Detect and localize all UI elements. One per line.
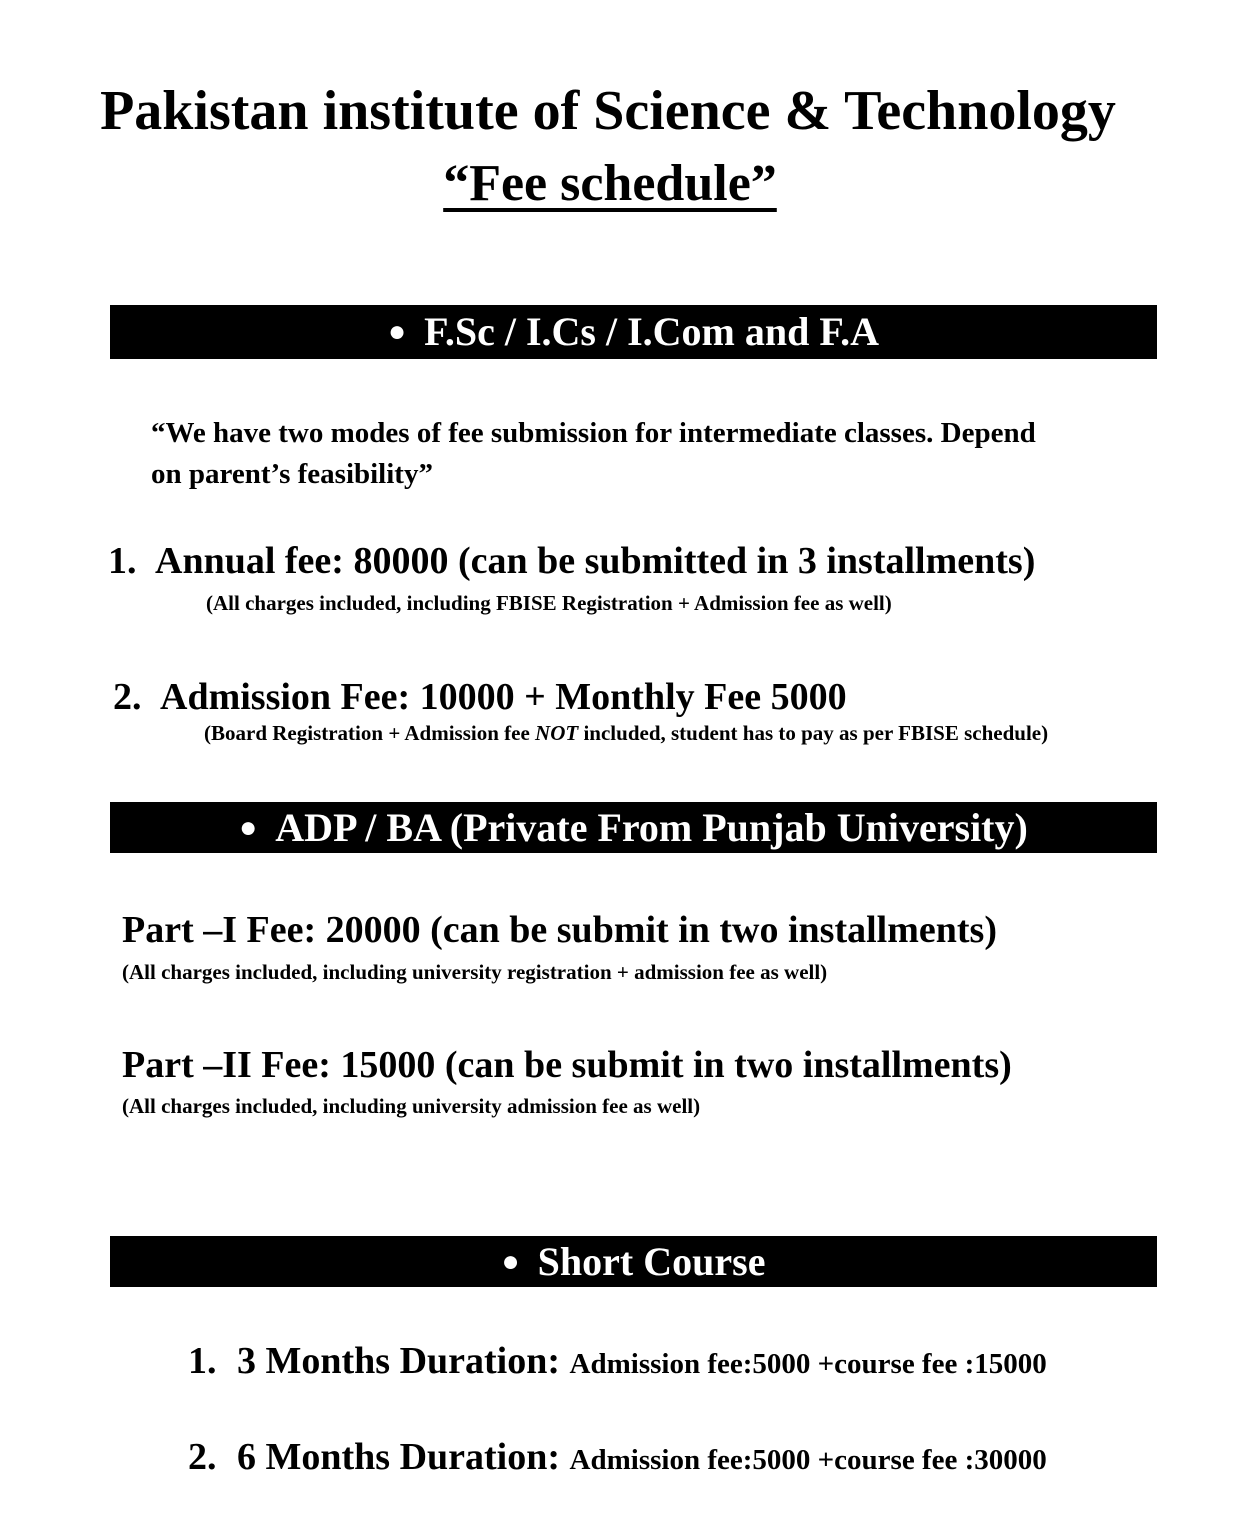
list-number: 1. — [188, 1340, 217, 1382]
fee-option-2-note — [204, 720, 1048, 746]
list-number: 1. — [108, 540, 137, 582]
course-fees: Admission fee:5000 +course fee :30000 — [569, 1444, 1047, 1476]
bullet-icon: ● — [239, 811, 258, 844]
part-2-note: (All charges included, including university admission fee as well) — [122, 1094, 701, 1118]
part-1-fee: Part –I Fee: 20000 (can be submit in two installments) — [122, 909, 997, 951]
short-course-3-months — [188, 1339, 1047, 1386]
fee-option-text: Admission Fee: 10000 + Monthly Fee 5000 — [160, 676, 847, 718]
section-heading-adp-ba — [110, 802, 1157, 853]
note-text: included, student has to pay as per FBISE schedule) — [578, 721, 1049, 745]
note-emphasis: NOT — [535, 721, 579, 745]
page-title: Pakistan institute of Science & Technology — [100, 80, 1116, 142]
part-2-fee: Part –II Fee: 15000 (can be submit in two installments) — [122, 1044, 1012, 1086]
fee-option-1 — [108, 539, 1035, 583]
list-number: 2. — [113, 676, 142, 718]
fee-option-2 — [113, 675, 847, 719]
section-heading-short-course — [110, 1236, 1157, 1287]
course-fees: Admission fee:5000 +course fee :15000 — [569, 1348, 1047, 1380]
section-heading-intermediate — [110, 305, 1157, 359]
duration-label: 3 Months Duration: — [237, 1340, 561, 1382]
section-heading-text: F.Sc / I.Cs / I.Com and F.A — [424, 309, 880, 354]
note-text: (Board Registration + Admission fee — [204, 721, 536, 745]
part-1-note: (All charges included, including university registration + admission fee as well) — [122, 960, 828, 984]
section-heading-text: Short Course — [537, 1239, 766, 1284]
fee-option-text: Annual fee: 80000 (can be submitted in 3 installments) — [155, 540, 1036, 582]
list-number: 2. — [188, 1436, 217, 1478]
fee-option-1-note: (All charges included, including FBISE Registration + Admission fee as well) — [206, 591, 892, 615]
page-subtitle — [0, 152, 1230, 216]
bullet-icon: ● — [501, 1245, 520, 1278]
short-course-6-months — [188, 1435, 1047, 1482]
section-heading-text: ADP / BA (Private From Punjab University) — [275, 805, 1028, 850]
bullet-icon: ● — [387, 315, 407, 348]
duration-label: 6 Months Duration: — [237, 1436, 561, 1478]
intro-line-1: “We have two modes of fee submission for intermediate classes. Depend — [151, 417, 1036, 449]
intro-line-2: on parent’s feasibility” — [151, 458, 433, 490]
subtitle-text: “Fee schedule” — [443, 155, 777, 212]
